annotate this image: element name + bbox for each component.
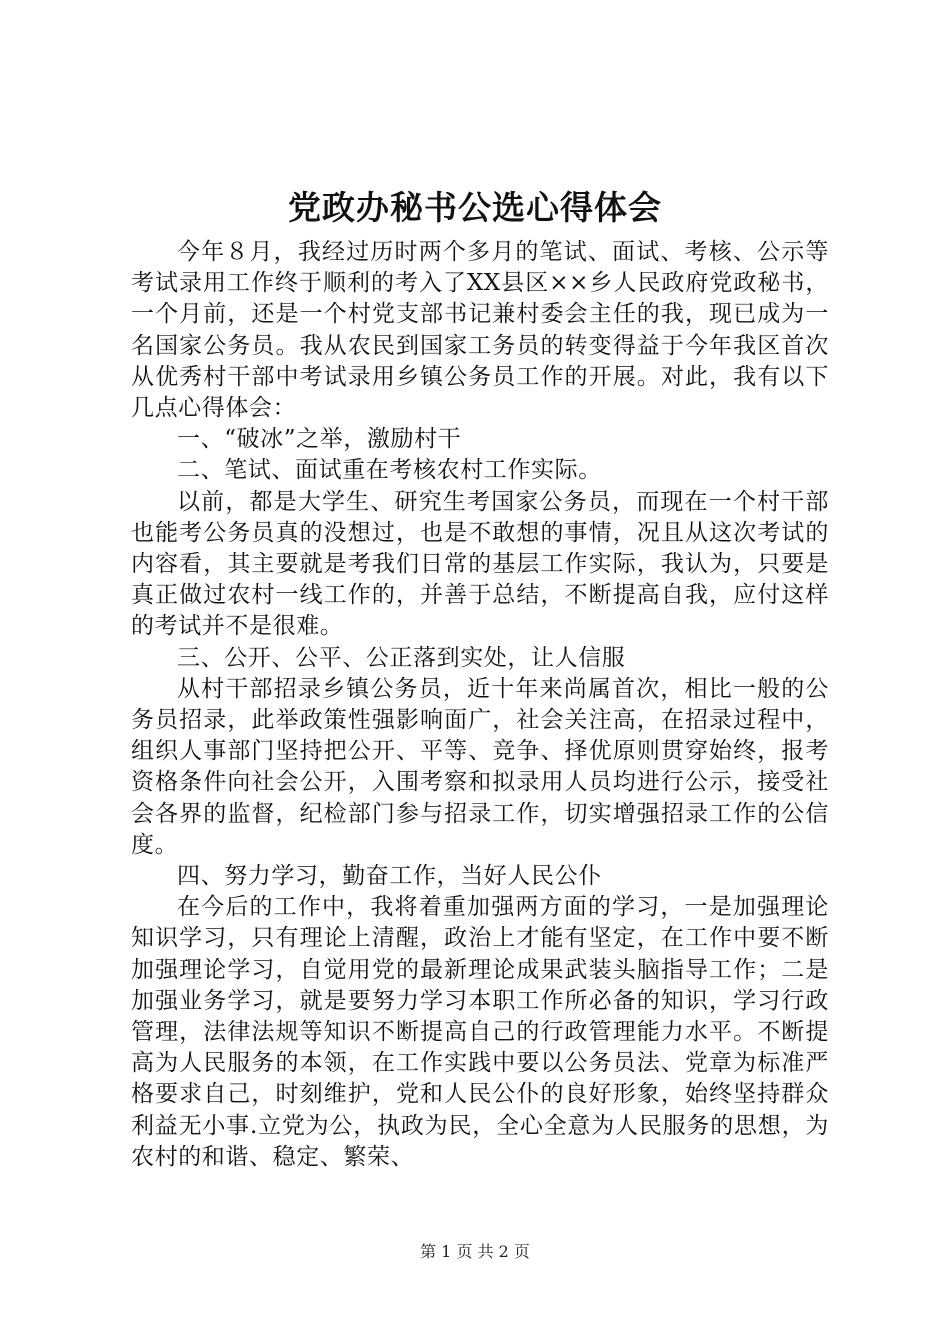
section-heading-4: 四、努力学习，勤奋工作，当好人民公仆 [177,863,602,890]
page-number-footer: 第 1 页 共 2 页 [420,1242,530,1261]
section-heading-3: 三、公开、公平、公正落到实处，让人信服 [177,644,626,671]
section-3-paragraph: 从村干部招录乡镇公务员，近十年来尚属首次，相比一般的公务员招录，此举政策性强影响面广，社会关注高，在招录过程中，组织人事部门坚持把公开、平等、竞争、择优原则贯穿始终，报考资格条件向社会公开，入围考察和拟录用人员均进行公示，接受社会各界的监督，纪检部门参与招录工作，切实增强招录工作的公信度。 [131,675,829,858]
document-body [131,237,829,1173]
section-4-paragraph: 在今后的工作中，我将着重加强两方面的学习，一是加强理论知识学习，只有理论上清醒，政治上才能有坚定，在工作中要不断加强理论学习，自觉用党的最新理论成果武装头脑指导工作；二是加强业务学习，就是要努力学习本职工作所必备的知识，学习行政管理，法律法规等知识不断提高自己的行政管理能力水平。不断提高为人民服务的本领，在工作实践中要以公务员法、党章为标准严格要求自己，时刻维护，党和人民公仆的良好形象，始终坚持群众利益无小事.立党为公，执政为民，全心全意为人民服务的思想，为农村的和谐、稳定、繁荣、 [131,894,829,1170]
section-heading-2: 二、笔试、面试重在考核农村工作实际。 [177,457,602,484]
section-heading-1: 一、“破冰”之举，激励村干 [177,426,462,453]
section-2-paragraph: 以前，都是大学生、研究生考国家公务员，而现在一个村干部也能考公务员真的没想过，也是不敢想的事情，况且从这次考试的内容看，其主要就是考我们日常的基层工作实际，我认为，只要是真正做过农村一线工作的，并善于总结，不断提高自我，应付这样的考试并不是很难。 [131,488,829,640]
intro-paragraph: 今年８月，我经过历时两个多月的笔试、面试、考核、公示等考试录用工作终于顺利的考入了XX县区××乡人民政府党政秘书，一个月前，还是一个村党支部书记兼村委会主任的我，现已成为一名国家公务员。我从农民到国家工务员的转变得益于今年我区首次从优秀村干部中考试录用乡镇公务员工作的开展。对此，我有以下几点心得体会： [131,239,829,422]
document-title: 党政办秘书公选心得体会 [288,188,662,227]
